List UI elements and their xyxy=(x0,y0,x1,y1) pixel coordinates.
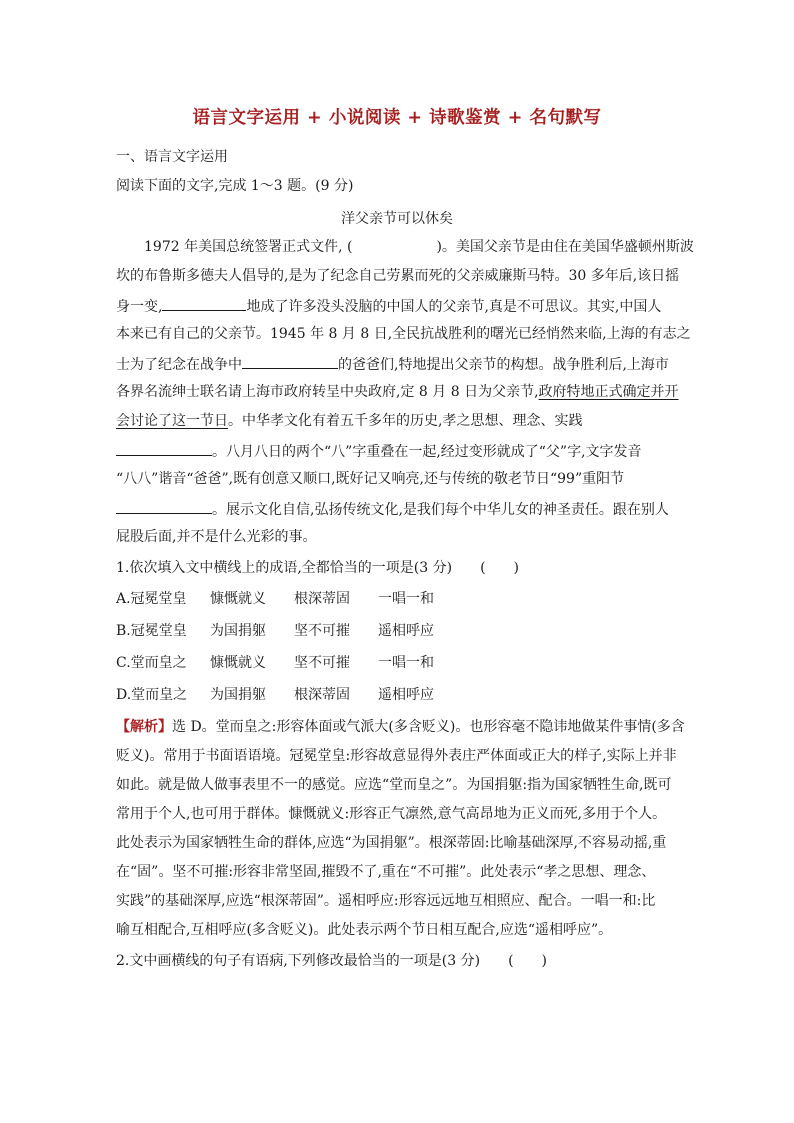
analysis-line: 喻互相配合,互相呼应(多含贬义)。此处表示两个节日相互配合,应选“遥相呼应”。 xyxy=(116,922,613,938)
analysis-line: 如此。就是做人做事表里不一的感觉。应选“堂而皇之”。为国捐躯:指为国家牺牲生命,既可 xyxy=(116,777,672,793)
fill-blank[interactable] xyxy=(116,498,212,514)
question-2-stem: 2.文中画横线的句子有语病,下列修改最恰当的一项是(3 分) ( ) xyxy=(116,953,548,969)
passage-line: 1972 年美国总统签署正式文件, ( )。美国父亲节是由住在美国华盛顿州斯波 xyxy=(144,239,694,255)
passage-line: 会讨论了这一节日。中华孝文化有着五千多年的历史,孝之思想、理念、实践 xyxy=(116,413,583,429)
passage-line: 各界名流绅士联名请上海市政府转呈中央政府,定 8 月 8 日为父亲节,政府特地正式确定并开 xyxy=(116,384,679,400)
passage-line: 。八月八日的两个“八”字重叠在一起,经过变形就成了“父”字,文字发音 xyxy=(116,440,642,462)
passage-line: 身一变, 地成了许多没头没脑的中国人的父亲节,真是不可思议。其实,中国人 xyxy=(116,295,661,317)
option-c[interactable]: C.堂而皇之 慷慨就义 坚不可摧 一唱一和 xyxy=(116,655,434,671)
section-heading: 一、语言文字运用 xyxy=(116,149,228,165)
analysis-line: 【解析】选 D。堂而皇之:形容体面或气派大(多含贬义)。也形容毫不隐讳地做某件事情(多含 xyxy=(116,719,685,735)
fill-blank[interactable] xyxy=(116,440,212,456)
option-d[interactable]: D.堂而皇之 为国捐躯 根深蒂固 遥相呼应 xyxy=(116,687,434,703)
passage-line: “八八”谐音“爸爸”,既有创意又顺口,既好记又响亮,还与传统的敬老节日“99”重阳节 xyxy=(116,471,625,487)
analysis-line: 实践”的基础深厚,应选“根深蒂固”。遥相呼应:形容远远地互相照应、配合。一唱一和:比 xyxy=(116,893,656,909)
page-title: 语言文字运用 + 小说阅读 + 诗歌鉴赏 + 名句默写 xyxy=(192,108,602,128)
fill-blank[interactable] xyxy=(162,295,246,311)
passage-line: 屁股后面,并不是什么光彩的事。 xyxy=(116,529,317,545)
option-a[interactable]: A.冠冕堂皇 慷慨就义 根深蒂固 一唱一和 xyxy=(116,591,434,607)
underlined-sentence: 会讨论了这一节日 xyxy=(116,413,228,429)
analysis-tag: 【解析】 xyxy=(116,719,172,735)
passage-line: 。展示文化自信,弘扬传统文化,是我们每个中华儿女的神圣责任。跟在别人 xyxy=(116,498,669,520)
analysis-line: 在“固”。坚不可摧:形容非常坚固,摧毁不了,重在“不可摧”。此处表示“孝之思想、理念、 xyxy=(116,864,656,880)
underlined-sentence: 政府特地正式确定并开 xyxy=(538,384,679,400)
option-b[interactable]: B.冠冕堂皇 为国捐躯 坚不可摧 遥相呼应 xyxy=(116,623,434,639)
analysis-line: 常用于个人,也可用于群体。慷慨就义:形容正气凛然,意气高昂地为正义而死,多用于个人。 xyxy=(116,806,667,822)
analysis-line: 贬义)。常用于书面语语境。冠冕堂皇:形容故意显得外表庄严体面或正大的样子,实际上并非 xyxy=(116,748,677,764)
passage-line: 士为了纪念在战争中 的爸爸们,特地提出父亲节的构想。战争胜利后,上海市 xyxy=(116,353,669,375)
instruction: 阅读下面的文字,完成 1～3 题。(9 分) xyxy=(116,178,354,194)
passage-line: 坎的布鲁斯多德夫人倡导的,是为了纪念自己劳累而死的父亲威廉斯马特。30 多年后,该日摇 xyxy=(116,268,680,284)
analysis-line: 此处表示为国家牺牲生命的群体,应选“为国捐躯”。根深蒂固:比喻基础深厚,不容易动摇,重 xyxy=(116,835,667,851)
passage-title: 洋父亲节可以休矣 xyxy=(341,211,453,227)
passage-line: 本来已有自己的父亲节。1945 年 8 月 8 日,全民抗战胜利的曙光已经悄然来临,上海的有志之 xyxy=(116,326,691,342)
fill-blank[interactable] xyxy=(242,353,338,369)
question-1-stem: 1.依次填入文中横线上的成语,全都恰当的一项是(3 分) ( ) xyxy=(116,560,520,576)
